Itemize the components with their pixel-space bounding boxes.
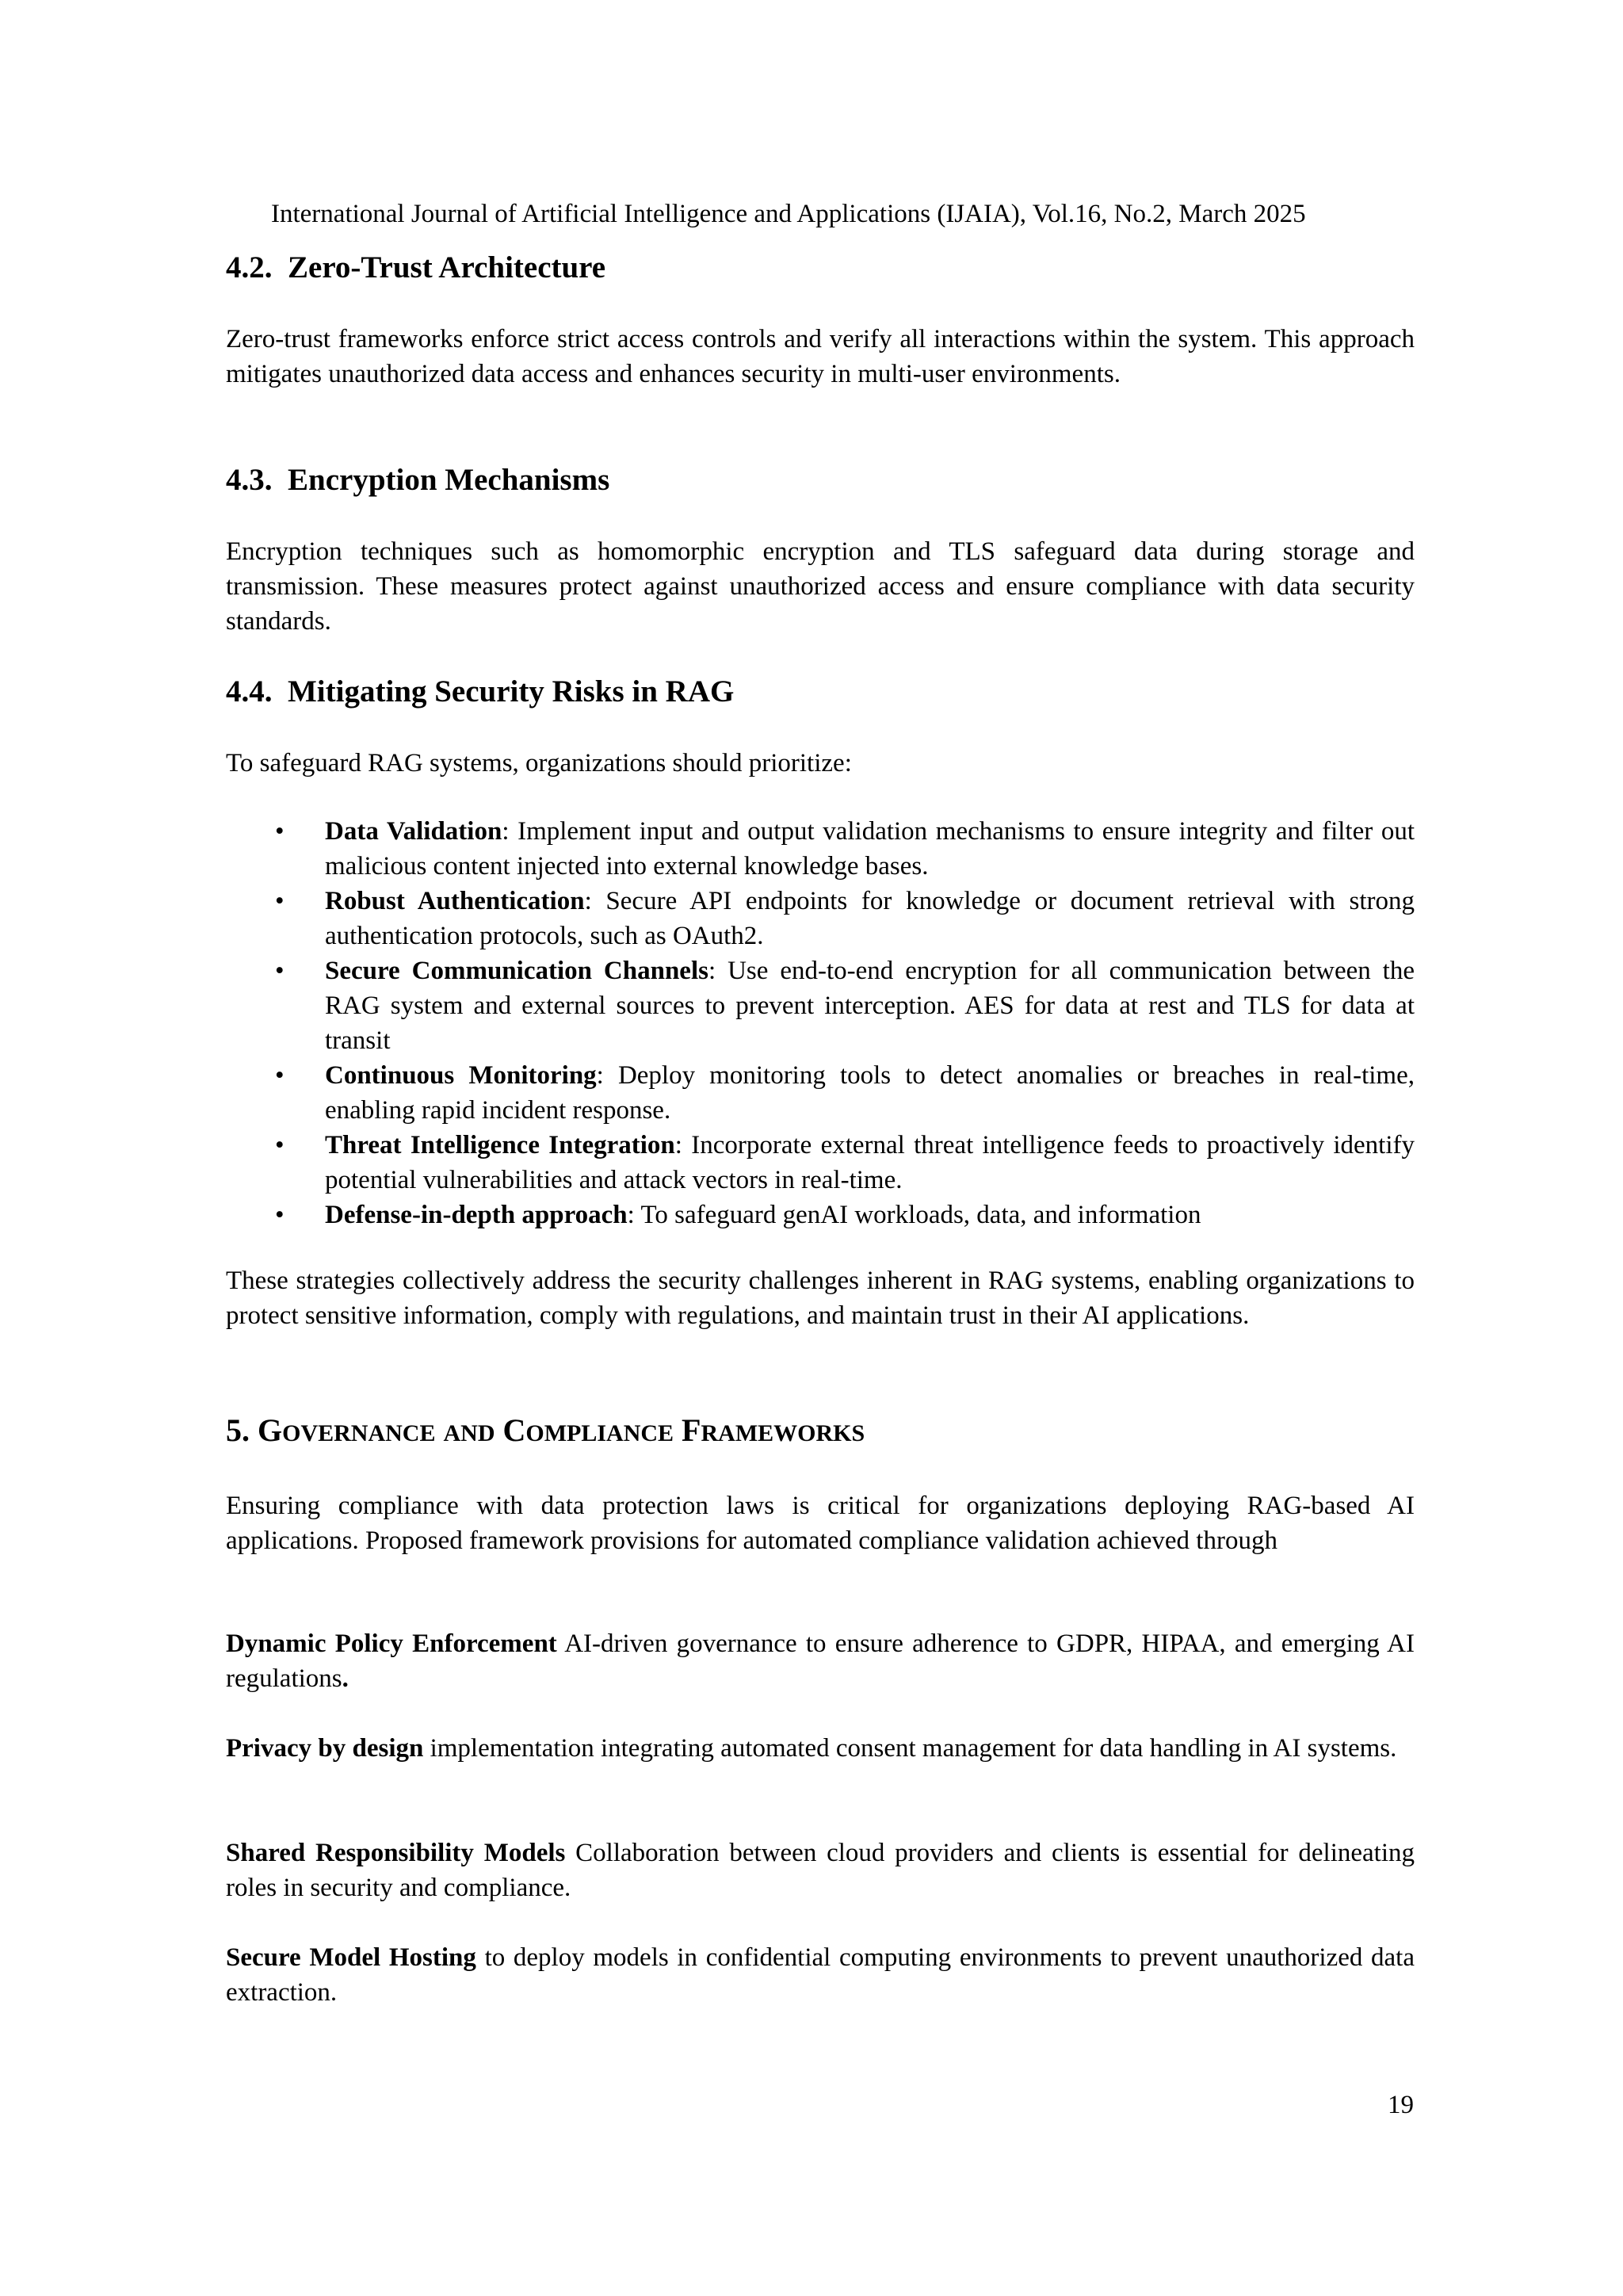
list-item-text: : Incorporate external threat intelligence feeds to proactively identify potential vulnerabilities and attack vectors in real-time. [325,1131,1415,1194]
list-item-term: Threat Intelligence Integration [325,1131,675,1159]
bullet-icon: • [275,817,285,846]
section-5-heading [226,1409,1415,1455]
running-header: International Journal of Artificial Intelligence and Applications (IJAIA), Vol.16, No.2, March 2025 [271,200,1306,228]
section-5-intro: Ensuring compliance with data protection laws is critical for organizations deploying RAG-based AI applications. Proposed framework provisions for automated compliance validation achieved through [226,1492,1415,1555]
section-title: Mitigating Security Risks in RAG [288,674,735,709]
list-item-text: : Secure API endpoints for knowledge or document retrieval with strong authentication protocols, such as OAuth2. [325,887,1415,950]
section-title: Encryption Mechanisms [288,463,610,497]
list-item-term: Secure Communication Channels [325,957,708,985]
framework-item-tail: . [342,1664,349,1693]
title-smallcaps: RAMEWORKS [701,1420,865,1446]
list-item [226,1198,1415,1232]
list-item-term: Data Validation [325,817,502,846]
section-4-4-closing: These strategies collectively address the security challenges inherent in RAG systems, enabling organizations to protect sensitive information, comply with regulations, and maintain trust in their AI applications. [226,1266,1415,1330]
section-4-3-body: Encryption techniques such as homomorphic encryption and TLS safeguard data during storage and transmission. These measures protect against unauthorized access and ensure compliance with data security standards. [226,537,1415,636]
title-smallcaps: OVERNANCE [282,1420,436,1446]
title-cap: C [502,1412,526,1448]
framework-item [226,1731,1415,1766]
framework-item-text: AI-driven governance to ensure adherence to GDPR, HIPAA, and emerging AI regulations [226,1629,1415,1693]
bullet-icon: • [275,957,285,985]
section-4-2-heading [226,247,1415,288]
title-cap: F [682,1412,701,1448]
title-cap: G [258,1412,283,1448]
framework-item-term: Privacy by design [226,1734,424,1763]
bullet-icon: • [275,1061,285,1090]
list-item-text: : To safeguard genAI workloads, data, and information [627,1201,1201,1229]
section-title: Zero-Trust Architecture [288,250,606,285]
framework-item-text: to deploy models in confidential computing environments to prevent unauthorized data extraction. [226,1943,1415,2007]
bullet-icon: • [275,1201,285,1229]
section-4-2-body: Zero-trust frameworks enforce strict access controls and verify all interactions within the system. This approach mitigates unauthorized data access and enhances security in multi-user environments. [226,325,1415,388]
title-smallcaps: OMPLIANCE [525,1420,674,1446]
bullet-icon: • [275,887,285,915]
framework-item-term: Dynamic Policy Enforcement [226,1629,557,1658]
mitigation-list [226,814,1415,1232]
list-item-term: Continuous Monitoring [325,1061,597,1090]
list-item [226,884,1415,953]
section-number: 4.3. [226,463,273,497]
page-number: 19 [1388,2091,1414,2119]
list-item [226,953,1415,1058]
framework-item-text: Collaboration between cloud providers and clients is essential for delineating roles in security and compliance. [226,1839,1415,1902]
section-number: 4.2. [226,250,273,285]
section-number: 4.4. [226,674,273,709]
framework-item [226,1626,1415,1696]
list-item-text: : Deploy monitoring tools to detect anomalies or breaches in real-time, enabling rapid incident response. [325,1061,1415,1125]
list-item [226,1128,1415,1198]
list-item-text: : Implement input and output validation mechanisms to ensure integrity and filter out malicious content injected into external knowledge bases. [325,817,1415,881]
list-item-text: : Use end-to-end encryption for all communication between the RAG system and external sources to prevent interception. AES for data at rest and TLS for data at transit [325,957,1415,1055]
list-item-term: Defense-in-depth approach [325,1201,628,1229]
list-item [226,1058,1415,1128]
bullet-icon: • [275,1131,285,1159]
framework-item-term: Shared Responsibility Models [226,1839,566,1867]
framework-item-term: Secure Model Hosting [226,1943,476,1972]
list-item [226,814,1415,884]
framework-item [226,1940,1415,2010]
framework-item-text: implementation integrating automated consent management for data handling in AI systems. [423,1734,1397,1763]
section-number: 5. [226,1412,250,1448]
section-4-4-intro: To safeguard RAG systems, organizations should prioritize: [226,749,852,777]
list-item-term: Robust Authentication [325,887,585,915]
framework-item [226,1836,1415,1905]
title-smallcaps: AND [443,1420,495,1446]
section-4-3-heading [226,460,1415,501]
section-4-4-heading [226,671,1415,712]
